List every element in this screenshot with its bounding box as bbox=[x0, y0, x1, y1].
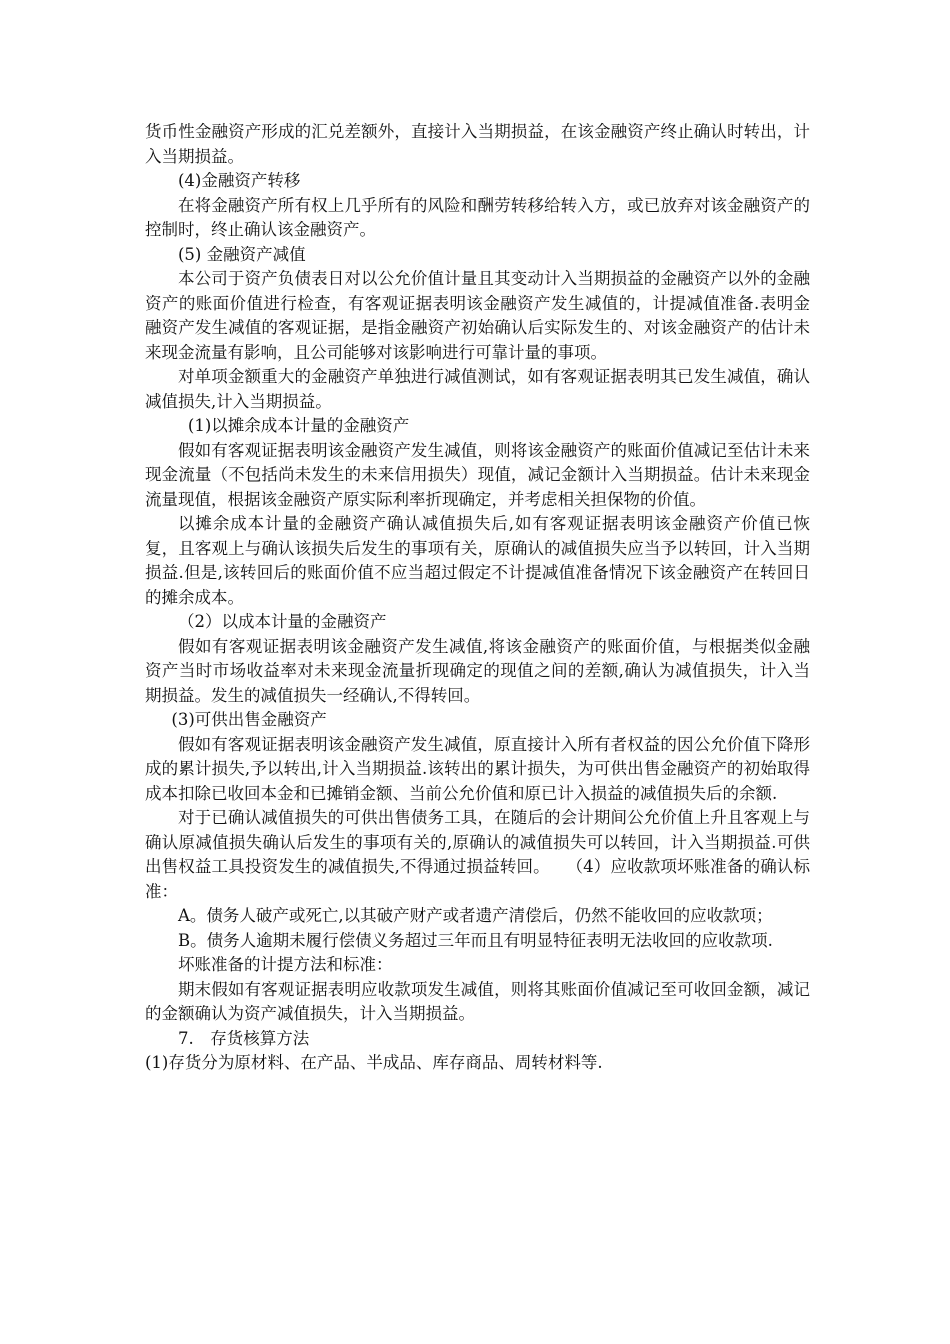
paragraph-impairment-review: 本公司于资产负债表日对以公允价值计量且其变动计入当期损益的金融资产以外的金融资产的账面价值进行检查，有客观证据表明该金融资产发生减值的，计提减值准备.表明金融资产发生减值的客观证据，是指金融资产初始确认后实际发生的、对该金融资产的估计未来现金流量有影响，且公司能够对该影响进行可靠计量的事项。 bbox=[145, 269, 810, 362]
heading-available-for-sale: (3)可供出售金融资产 bbox=[171, 710, 327, 729]
paragraph-individual-test: 对单项金额重大的金融资产单独进行减值测试，如有客观证据表明其已发生减值，确认减值损失,计入当期损益。 bbox=[145, 367, 810, 411]
paragraph-amortized-impairment: 假如有客观证据表明该金融资产发生减值，则将该金融资产的账面价值减记至估计未来现金流量（不包括尚未发生的未来信用损失）现值，减记金额计入当期损益。估计未来现金流量现值，根据该金融资产原实际利率折现确定，并考虑相关担保物的价值。 bbox=[145, 440, 810, 509]
heading-cost-measured: （2）以成本计量的金融资产 bbox=[178, 612, 387, 631]
heading-inventory: 7. 存货核算方法 bbox=[178, 1028, 310, 1048]
paragraph-derecognition: 在将金融资产所有权上几乎所有的风险和酬劳转移给转入方，或已放弃对该金融资产的控制时，终止确认该金融资产。 bbox=[145, 195, 810, 239]
paragraph-afs-impairment: 假如有客观证据表明该金融资产发生减值，原直接计入所有者权益的因公允价值下降形成的累计损失,予以转出,计入当期损益.该转出的累计损失，为可供出售金融资产的初始取得成本扣除已收回本金和已摊销金额、当前公允价值和原已计入损益的减值损失后的余额. bbox=[145, 734, 810, 803]
paragraph-afs-reversal: 对于已确认减值损失的可供出售债务工具，在随后的会计期间公允价值上升且客观上与确认原减值损失确认后发生的事项有关的,原确认的减值损失可以转回，计入当期损益.可供出售权益工具投资发生的减值损失,不得通过损益转回。 （4）应收款项坏账准备的确认标准： bbox=[145, 808, 810, 901]
list-item-b: B。债务人逾期未履行偿债义务超过三年而且有明显特征表明无法收回的应收款项. bbox=[178, 930, 773, 950]
document-page bbox=[145, 120, 810, 1076]
paragraph-inventory-categories: (1)存货分为原材料、在产品、半成品、库存商品、周转材料等. bbox=[145, 1053, 603, 1072]
heading-bad-debt-method: 坏账准备的计提方法和标准： bbox=[178, 955, 393, 974]
list-item-a: A。债务人破产或死亡,以其破产财产或者遗产清偿后，仍然不能收回的应收款项； bbox=[178, 906, 773, 925]
paragraph-bad-debt-provision: 期末假如有客观证据表明应收款项发生减值，则将其账面价值减记至可收回金额，减记的金额确认为资产减值损失，计入当期损益。 bbox=[145, 979, 810, 1023]
heading-impairment: (5) 金融资产减值 bbox=[178, 244, 306, 264]
paragraph-fx-difference: 货币性金融资产形成的汇兑差额外，直接计入当期损益，在该金融资产终止确认时转出，计入当期损益。 bbox=[145, 122, 810, 166]
heading-asset-transfer: (4)金融资产转移 bbox=[178, 171, 301, 190]
heading-amortized-cost: (1)以摊余成本计量的金融资产 bbox=[187, 416, 410, 435]
paragraph-cost-impairment: 假如有客观证据表明该金融资产发生减值,将该金融资产的账面价值，与根据类似金融资产当时市场收益率对未来现金流量折现确定的现值之间的差额,确认为减值损失，计入当期损益。发生的减值损失一经确认,不得转回。 bbox=[145, 636, 810, 705]
paragraph-amortized-reversal: 以摊余成本计量的金融资产确认减值损失后,如有客观证据表明该金融资产价值已恢复，且客观上与确认该损失后发生的事项有关，原确认的减值损失应当予以转回，计入当期损益.但是,该转回后的账面价值不应当超过假定不计提减值准备情况下该金融资产在转回日的摊余成本。 bbox=[145, 514, 810, 607]
